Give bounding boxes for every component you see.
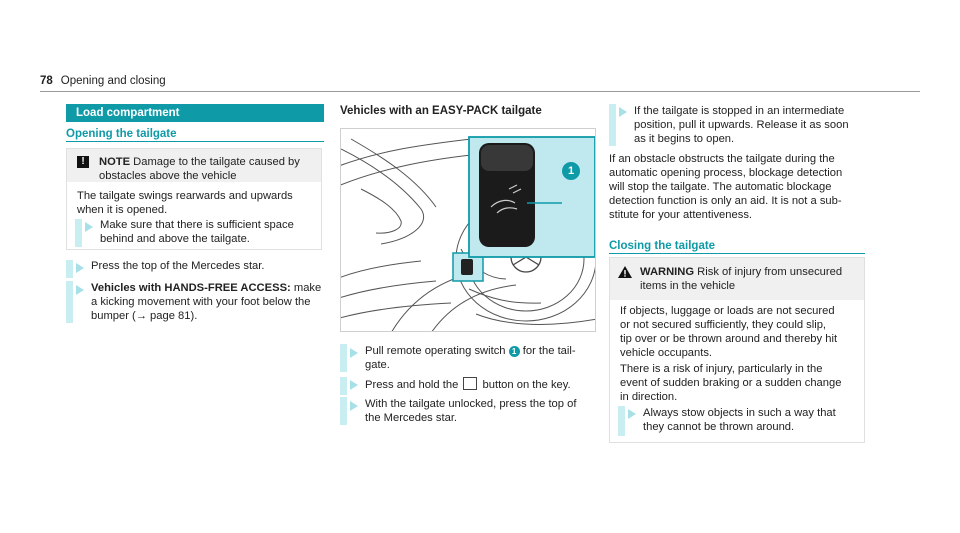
note-box xyxy=(66,148,322,250)
step-bar xyxy=(609,104,616,146)
warning-label: WARNING xyxy=(640,266,695,278)
obstacle-paragraph: If an obstacle obstructs the tailgate during the automatic opening process, blockage detection will stop the tailgate. The automatic blockage detection function is only an aid. It is not a sub- stitute for your attentiveness. xyxy=(609,153,843,221)
arrow-right-icon xyxy=(350,401,358,411)
step-text xyxy=(91,281,331,323)
exclamation-icon: ! xyxy=(77,156,89,168)
callout-badge: 1 xyxy=(562,162,580,180)
step-text: Press the top of the Mercedes star. xyxy=(91,260,265,272)
section-bar: Load compartment xyxy=(66,104,324,122)
subsection-divider xyxy=(66,141,324,142)
warning-triangle-icon xyxy=(618,266,632,278)
step-text-pre: Press and hold the xyxy=(365,379,462,391)
warning-title-text: Risk of injury from unsecured items in the vehicle xyxy=(640,266,843,292)
step-text xyxy=(365,344,600,372)
warning-step: Always stow objects in such a way that they cannot be thrown around. xyxy=(643,407,836,433)
arrow-right-icon xyxy=(76,263,84,273)
step-text: If the tailgate is stopped in an intermediate position, pull it upwards. Release it as soon as it begins to open. xyxy=(634,105,849,145)
step-text-pre: Pull remote operating switch xyxy=(365,345,509,357)
note-title xyxy=(99,155,319,183)
subsection-divider xyxy=(609,253,865,254)
note-title-text: Damage to the tailgate caused by obstacles above the vehicle xyxy=(99,156,300,182)
step-bar xyxy=(66,260,73,278)
warning-box xyxy=(609,257,865,443)
callout-badge-inline: 1 xyxy=(509,346,520,357)
arrow-right-icon xyxy=(76,285,84,295)
page-header xyxy=(40,74,166,88)
subsection-heading: Opening the tailgate xyxy=(66,128,177,140)
arrow-right-icon xyxy=(350,348,358,358)
note-label: NOTE xyxy=(99,156,131,168)
step-bar xyxy=(340,397,347,425)
step-text xyxy=(365,377,600,392)
dashboard-line-drawing xyxy=(341,129,596,332)
note-body: The tailgate swings rearwards and upwards when it is opened. xyxy=(77,190,293,216)
arrow-right-icon xyxy=(619,107,627,117)
warning-title xyxy=(640,265,860,293)
step-bold-label: Vehicles with HANDS-FREE ACCESS: xyxy=(91,282,291,294)
step-bar xyxy=(340,377,347,395)
step-bar xyxy=(618,406,625,436)
step-bar xyxy=(66,281,73,323)
page-number: 78 xyxy=(40,75,53,87)
arrow-right-icon xyxy=(628,409,636,419)
step-text-post: button on the key. xyxy=(479,379,571,391)
tailgate-switch-figure xyxy=(340,128,596,332)
step-text: With the tailgate unlocked, press the top of the Mercedes star. xyxy=(365,398,577,424)
subsection-heading: Closing the tailgate xyxy=(609,240,716,252)
step-text-post: for the tail- gate. xyxy=(365,345,576,371)
tailgate-icon xyxy=(463,377,477,390)
step-bar xyxy=(75,219,82,247)
step-bar xyxy=(340,344,347,372)
header-divider xyxy=(40,91,920,92)
warning-body: There is a risk of injury, particularly in the event of sudden braking or a sudden change in direction. xyxy=(620,363,842,403)
warning-body: If objects, luggage or loads are not secured or not secured sufficiently, they could slip, tip over or be thrown around and thereby hit vehicle occupants. xyxy=(620,305,838,359)
note-step: Make sure that there is sufficient space behind and above the tailgate. xyxy=(100,219,294,245)
arrow-right-icon xyxy=(85,222,93,232)
page-title: Opening and closing xyxy=(60,75,166,87)
step-text-rest: make a kicking movement with your foot below the bumper (→ page 81). xyxy=(91,282,322,322)
figure-heading: Vehicles with an EASY-PACK tailgate xyxy=(340,105,542,117)
arrow-right-icon xyxy=(350,380,358,390)
